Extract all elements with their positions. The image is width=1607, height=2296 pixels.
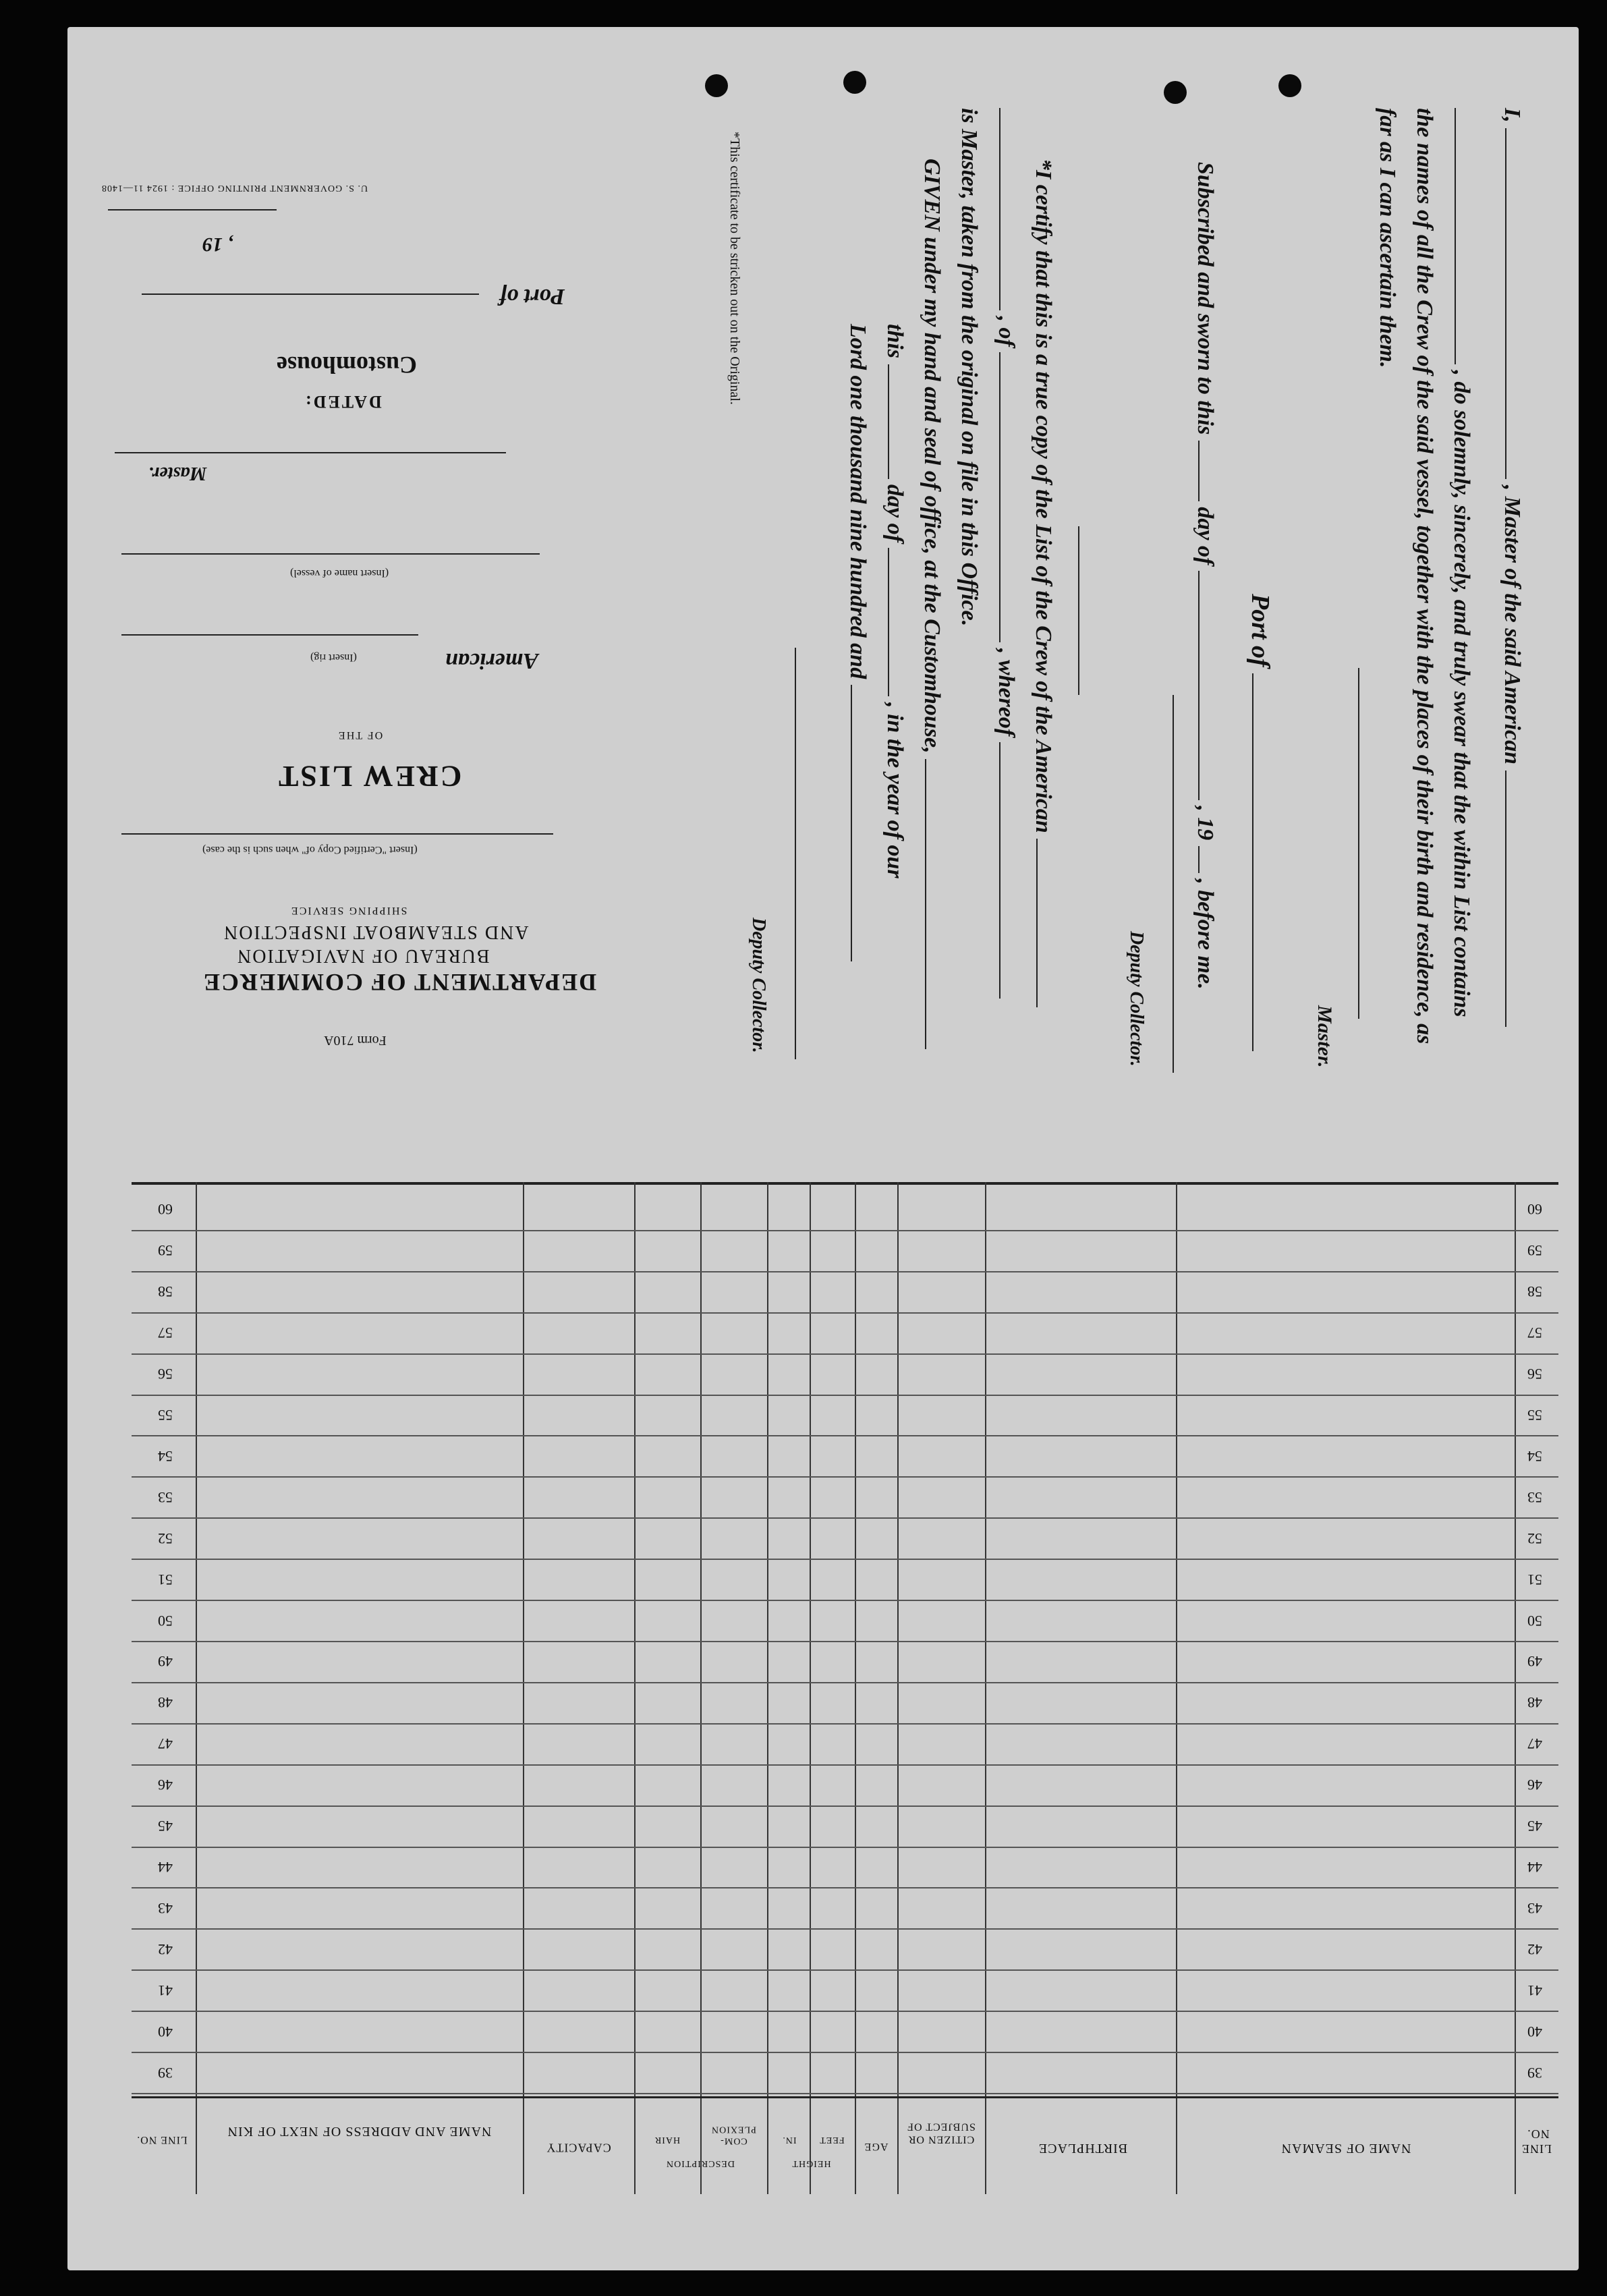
table-row — [132, 1600, 1558, 1601]
row-number-left: 57 — [158, 1324, 173, 1342]
table-row — [132, 1928, 1558, 1930]
row-number-left: 56 — [158, 1366, 173, 1383]
row-number: 40 — [1527, 2023, 1542, 2040]
table-row — [132, 1230, 1558, 1231]
col-divider — [985, 1182, 986, 2194]
row-number: 45 — [1527, 1818, 1542, 1835]
cert-line5-day-of: day of — [882, 484, 907, 542]
cover-date-line — [108, 209, 277, 211]
row-number-left: 53 — [158, 1488, 173, 1506]
row-number: 58 — [1527, 1283, 1542, 1301]
oath-year19: , 19 — [1193, 806, 1218, 841]
cover-american: American — [445, 648, 538, 673]
col-divider — [1176, 1182, 1177, 2194]
cover-department: DEPARTMENT OF COMMERCE — [202, 969, 597, 996]
row-number-left: 44 — [158, 1859, 173, 1876]
row-number-left: 47 — [158, 1735, 173, 1753]
cover-rig-line — [121, 634, 418, 636]
oath-line2: , do solemnly, sincerely, and truly swear that the within List contains — [1449, 370, 1474, 1017]
header-line-no: LINE NO. — [1521, 2127, 1552, 2156]
header-in: IN. — [782, 2134, 797, 2145]
row-number: 56 — [1527, 1366, 1542, 1383]
header-rule — [132, 2096, 1558, 2098]
cover-port-of: Port of — [499, 284, 565, 309]
row-number: 39 — [1527, 2064, 1542, 2081]
oath-deputy-collector: Deputy Collector. — [1126, 931, 1147, 1067]
header-birthplace: BIRTHPLACE — [1038, 2141, 1128, 2156]
row-number: 41 — [1527, 1982, 1542, 1999]
table-row — [132, 1435, 1558, 1436]
cover-of-the: OF THE — [337, 729, 383, 741]
cover-form: Form 710A — [324, 1033, 387, 1048]
row-number: 60 — [1527, 1201, 1542, 1219]
cert-line1: *I certify that this is a true copy of the List of the Crew of the American — [1031, 159, 1056, 833]
col-divider — [897, 1182, 899, 2194]
oath-port-of: Port of — [1246, 594, 1274, 667]
cover-vessel-line — [121, 553, 540, 555]
cert-footnote: *This certificate to be stricken out on the Original. — [727, 132, 742, 405]
col-divider — [855, 1182, 856, 2194]
crew-table — [132, 1182, 1558, 2194]
punch-hole — [843, 71, 866, 94]
cert-line2-start: , of — [994, 316, 1019, 347]
row-number-left: 58 — [158, 1283, 173, 1301]
header-capacity: CAPACITY — [546, 2141, 611, 2155]
table-row — [132, 1764, 1558, 1766]
row-number: 42 — [1527, 1940, 1542, 1958]
row-number-left: 41 — [158, 1982, 173, 1999]
row-number: 51 — [1527, 1571, 1542, 1588]
table-row — [132, 1887, 1558, 1888]
oath-day-of: day of — [1193, 507, 1218, 565]
table-row — [132, 1271, 1558, 1272]
cover-year: , 19 — [202, 233, 233, 256]
cert-line3: is Master, taken from the original on file in this Office. — [957, 108, 982, 627]
row-number: 47 — [1527, 1735, 1542, 1753]
oath-line1-start: I, — [1500, 108, 1525, 123]
cover-shipping-service: SHIPPING SERVICE — [290, 905, 407, 916]
row-number: 59 — [1527, 1242, 1542, 1260]
cover-crew-list: CREW LIST — [277, 760, 462, 793]
row-number-left: 51 — [158, 1571, 173, 1588]
cover-insert-rig: (Insert rig) — [310, 652, 357, 663]
table-row — [132, 1969, 1558, 1971]
header-complexion: COM- PLEXION — [711, 2124, 756, 2146]
table-row — [132, 2052, 1558, 2053]
row-number: 49 — [1527, 1653, 1542, 1671]
row-number-left: 39 — [158, 2064, 173, 2081]
cover-bureau-line1: BUREAU OF NAVIGATION — [236, 945, 490, 966]
cert-deputy-collector: Deputy Collector. — [748, 918, 769, 1053]
table-row — [132, 1682, 1558, 1683]
row-number: 53 — [1527, 1488, 1542, 1506]
header-citizen: CITIZEN OR SUBJECT OF — [907, 2121, 976, 2146]
table-row — [132, 2011, 1558, 2012]
table-row — [132, 1723, 1558, 1725]
header-hair: HAIR — [654, 2134, 681, 2145]
table-row — [132, 1395, 1558, 1396]
table-row — [132, 1805, 1558, 1807]
row-number-left: 45 — [158, 1818, 173, 1835]
col-divider — [767, 1182, 768, 2194]
row-number: 46 — [1527, 1776, 1542, 1794]
oath-line1-end: , Master of the said American — [1500, 484, 1525, 765]
seal-line — [1078, 526, 1079, 695]
row-number: 50 — [1527, 1612, 1542, 1629]
row-number-left: 46 — [158, 1776, 173, 1794]
row-number-left: 43 — [158, 1899, 173, 1917]
row-number-left: 55 — [158, 1407, 173, 1424]
cover-master-line — [115, 452, 506, 453]
cert-line5-this: this — [882, 324, 907, 359]
punch-hole — [1164, 81, 1187, 104]
table-row — [132, 1559, 1558, 1560]
header-feet: FEET — [819, 2134, 845, 2145]
master-signature-line — [1358, 668, 1359, 1019]
oath-line3: the names of all the Crew of the said vessel, together with the places of their birth and residence, as — [1412, 108, 1437, 1044]
table-row — [132, 1517, 1558, 1519]
row-number: 43 — [1527, 1899, 1542, 1917]
oath-master-label: Master. — [1314, 1005, 1336, 1068]
col-divider — [810, 1182, 811, 2194]
col-divider — [1515, 1182, 1516, 2194]
table-row — [132, 1641, 1558, 1642]
oath-before-me: , before me. — [1193, 878, 1218, 990]
punch-hole — [705, 74, 728, 97]
table-top-rule — [132, 1182, 1558, 1185]
row-number-left: 54 — [158, 1447, 173, 1465]
cert-line5-end: , in the year of our — [882, 702, 907, 878]
row-number-left: 49 — [158, 1653, 173, 1671]
row-number-left: 50 — [158, 1612, 173, 1629]
header-right-line-no: LINE NO. — [136, 2134, 188, 2146]
cover-master: Master. — [148, 463, 207, 484]
row-number-left: 52 — [158, 1530, 173, 1547]
punch-hole — [1278, 74, 1301, 97]
row-number: 55 — [1527, 1407, 1542, 1424]
cert-line2-end: , whereof — [994, 648, 1019, 737]
col-divider — [523, 1182, 524, 2194]
cert-line6: Lord one thousand nine hundred and — [845, 324, 870, 679]
oath-subscribed: Subscribed and sworn to this — [1193, 162, 1218, 435]
cover-bureau-line2: AND STEAMBOAT INSPECTION — [223, 922, 529, 943]
row-number: 48 — [1527, 1694, 1542, 1712]
row-number-left: 40 — [158, 2023, 173, 2040]
cover-dated: DATED: — [304, 392, 382, 412]
row-number-left: 42 — [158, 1940, 173, 1958]
cover-certified-line — [121, 833, 553, 835]
header-description: DESCRIPTION — [666, 2158, 735, 2168]
table-row — [132, 2093, 1558, 2094]
row-number-left: 48 — [158, 1694, 173, 1712]
row-number: 44 — [1527, 1859, 1542, 1876]
document-page — [67, 27, 1579, 2270]
header-next-of-kin: NAME AND ADDRESS OF NEXT OF KIN — [227, 2124, 492, 2139]
row-number: 52 — [1527, 1530, 1542, 1547]
cert-line4: GIVEN under my hand and seal of office, at the Customhouse, — [920, 159, 945, 754]
col-divider — [196, 1182, 197, 2194]
table-row — [132, 1476, 1558, 1478]
row-number: 57 — [1527, 1324, 1542, 1342]
cover-insert-vessel: (Insert name of vessel) — [290, 567, 389, 579]
cover-customhouse: Customhouse — [277, 352, 418, 379]
cover-insert-certified: (Insert "Certified Copy of" when such is the case) — [202, 844, 418, 856]
header-height: HEIGHT — [791, 2158, 831, 2168]
header-age: AGE — [864, 2141, 889, 2153]
header-name-of-seaman: NAME OF SEAMAN — [1280, 2141, 1411, 2156]
col-divider — [634, 1182, 636, 2194]
row-number: 54 — [1527, 1447, 1542, 1465]
table-row — [132, 1312, 1558, 1314]
col-divider — [700, 1182, 702, 2194]
printer-line: U. S. GOVERNMENT PRINTING OFFICE : 1924 11—1408 — [101, 183, 368, 193]
table-row — [132, 1847, 1558, 1848]
row-number-left: 60 — [158, 1201, 173, 1219]
row-number-left: 59 — [158, 1242, 173, 1260]
deputy-signature-line — [1173, 695, 1174, 1073]
cover-port-line — [142, 293, 479, 295]
table-row — [132, 1353, 1558, 1355]
oath-line4: far as I can ascertain them. — [1375, 108, 1400, 368]
cert-deputy-line — [795, 648, 796, 1059]
